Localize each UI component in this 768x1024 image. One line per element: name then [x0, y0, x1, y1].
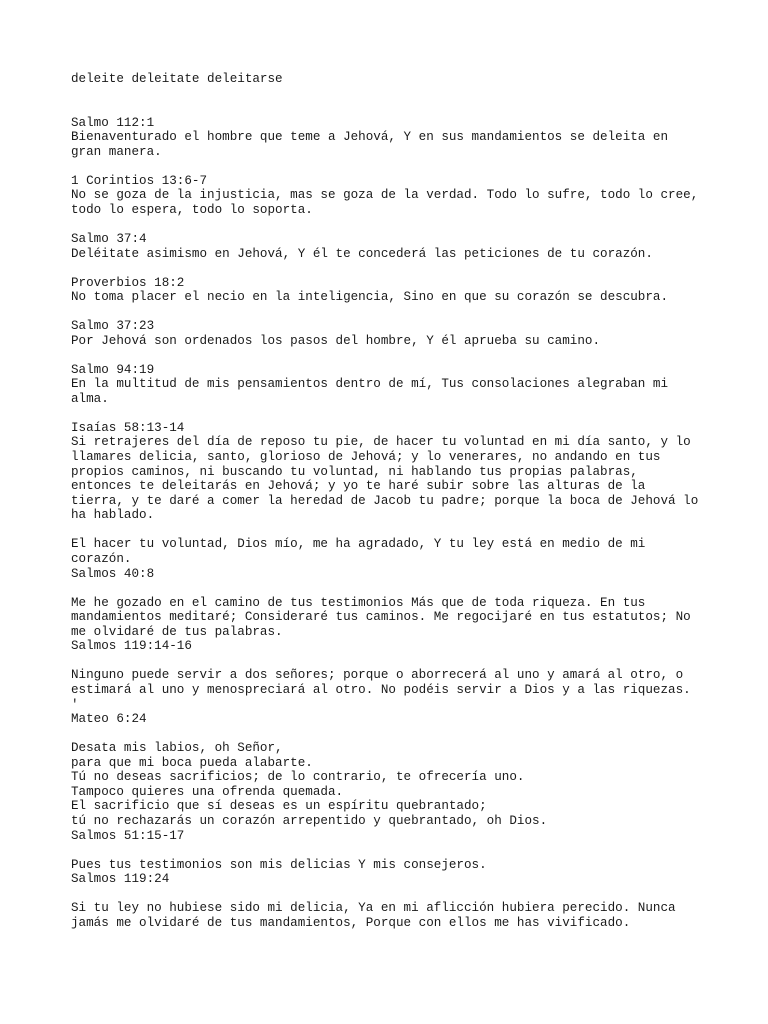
- block-spacer: [71, 87, 711, 116]
- block-spacer: [71, 523, 711, 537]
- block-spacer: [71, 348, 711, 362]
- verse-block: [71, 858, 711, 887]
- verse-text-line: ha hablado.: [71, 508, 155, 523]
- verse-text-line: En la multitud de mis pensamientos dentro de mí, Tus consolaciones alegraban mi: [71, 377, 669, 392]
- block-spacer: [71, 843, 711, 857]
- verse-reference: 1 Corintios 13:6-7: [71, 173, 208, 188]
- block-spacer: [71, 727, 711, 741]
- block-spacer: [71, 261, 711, 275]
- verse-block: [71, 276, 711, 305]
- verse-text-line: llamares delicia, santo, glorioso de Jehová; y lo venerares, no andando en tus: [71, 450, 661, 465]
- verse-block: [71, 421, 711, 523]
- verse-text-line: gran manera.: [71, 144, 162, 159]
- verse-reference: Salmo 94:19: [71, 362, 155, 377]
- verse-reference: Proverbios 18:2: [71, 275, 185, 290]
- verse-reference: Mateo 6:24: [71, 712, 147, 727]
- verse-text-line: Me he gozado en el camino de tus testimonios Más que de toda riqueza. En tus: [71, 595, 646, 610]
- block-spacer: [71, 581, 711, 595]
- verse-text-line: jamás me olvidaré de tus mandamientos, Porque con ellos me has vivificado.: [71, 915, 631, 930]
- verse-reference: Salmo 112:1: [71, 115, 155, 130]
- block-spacer: [71, 305, 711, 319]
- verse-text-line: Bienaventurado el hombre que teme a Jehová, Y en sus mandamientos se deleita en: [71, 130, 669, 145]
- verse-text-line: alma.: [71, 391, 109, 406]
- verse-reference: Isaías 58:13-14: [71, 420, 185, 435]
- verse-text-line: propios caminos, ni buscando tu voluntad, ni hablando tus propias palabras,: [71, 464, 638, 479]
- verse-text-line: Deléitate asimismo en Jehová, Y él te concederá las peticiones de tu corazón.: [71, 246, 653, 261]
- verse-text-line: No toma placer el necio en la inteligencia, Sino en que su corazón se descubra.: [71, 290, 669, 305]
- verse-text-line: Pues tus testimonios son mis delicias Y mis consejeros.: [71, 857, 487, 872]
- verse-block: [71, 537, 711, 581]
- verse-text-line: Por Jehová son ordenados los pasos del hombre, Y él aprueba su camino.: [71, 333, 601, 348]
- block-spacer: [71, 406, 711, 420]
- verse-reference: Salmos 40:8: [71, 566, 155, 581]
- verse-text-line: No se goza de la injusticia, mas se goza de la verdad. Todo lo sufre, todo lo cree,: [71, 188, 699, 203]
- block-spacer: [71, 159, 711, 173]
- verse-text-line: tú no rechazarás un corazón arrepentido y quebrantado, oh Dios.: [71, 814, 548, 829]
- verse-text-line: Ninguno puede servir a dos señores; porque o aborrecerá al uno y amará al otro, o: [71, 668, 684, 683]
- verse-text-line: para que mi boca pueda alabarte.: [71, 755, 313, 770]
- verse-reference: Salmos 119:14-16: [71, 639, 192, 654]
- verse-text-line: tierra, y te daré a comer la heredad de Jacob tu padre; porque la boca de Jehová lo: [71, 493, 699, 508]
- verse-text-line: Si tu ley no hubiese sido mi delicia, Ya en mi aflicción hubiera perecido. Nunca: [71, 901, 676, 916]
- verse-block: [71, 232, 711, 261]
- verse-block: [71, 116, 711, 160]
- verse-reference: Salmo 37:4: [71, 231, 147, 246]
- verse-text-line: me olvidaré de tus palabras.: [71, 624, 283, 639]
- verse-text-line: El sacrificio que sí deseas es un espíritu quebrantado;: [71, 799, 487, 814]
- verse-reference: Salmo 37:23: [71, 319, 155, 334]
- block-spacer: [71, 218, 711, 232]
- verse-block: [71, 668, 711, 726]
- verse-text-line: Si retrajeres del día de reposo tu pie, de hacer tu voluntad en mi día santo, y lo: [71, 435, 691, 450]
- document-heading: deleite deleitate deleitarse: [71, 72, 283, 86]
- verse-block: [71, 319, 711, 348]
- verse-block: [71, 901, 711, 930]
- verse-block: [71, 174, 711, 218]
- verse-text-line: El hacer tu voluntad, Dios mío, me ha agradado, Y tu ley está en medio de mi: [71, 537, 646, 552]
- verse-block: [71, 363, 711, 407]
- verse-text-line: Tú no deseas sacrificios; de lo contrario, te ofrecería uno.: [71, 770, 525, 785]
- verse-reference: Salmos 51:15-17: [71, 828, 185, 843]
- verse-text-line: mandamientos meditaré; Consideraré tus caminos. Me regocijaré en tus estatutos; No: [71, 610, 691, 625]
- verse-text-line: estimará al uno y menospreciará al otro. No podéis servir a Dios y a las riquezas.: [71, 682, 691, 697]
- verse-text-line: corazón.: [71, 551, 132, 566]
- verse-text-line: Desata mis labios, oh Señor,: [71, 741, 283, 756]
- verse-text-line: ': [71, 697, 79, 712]
- verse-reference: Salmos 119:24: [71, 872, 170, 887]
- verse-block: [71, 741, 711, 843]
- block-spacer: [71, 654, 711, 668]
- verse-text-line: todo lo espera, todo lo soporta.: [71, 202, 313, 217]
- verse-text-line: Tampoco quieres una ofrenda quemada.: [71, 784, 344, 799]
- verse-text-line: entonces te deleitarás en Jehová; y yo te haré subir sobre las alturas de la: [71, 479, 646, 494]
- document-body: [71, 72, 711, 930]
- block-spacer: [71, 887, 711, 901]
- verse-block: [71, 596, 711, 654]
